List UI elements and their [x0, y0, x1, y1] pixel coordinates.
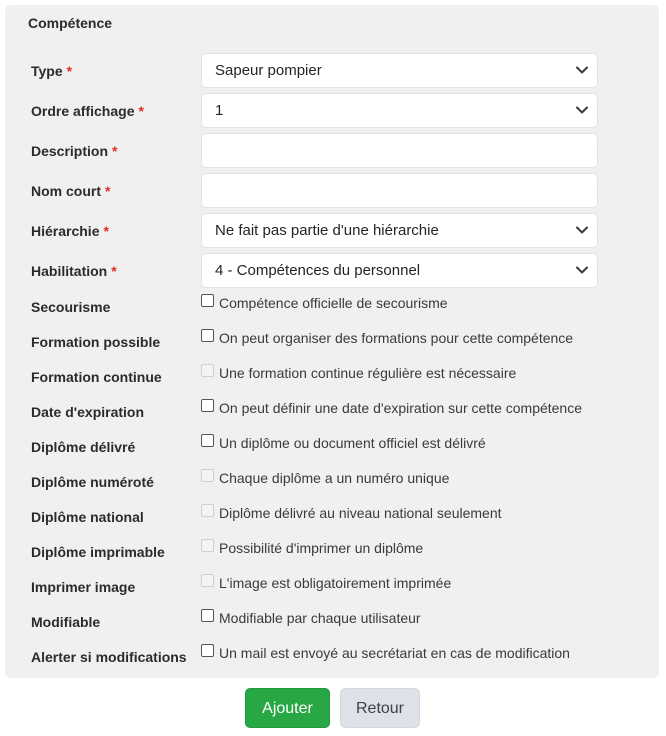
chevron-down-icon: [575, 103, 589, 117]
alerter-modifications-checkbox[interactable]: [201, 644, 214, 657]
checkbox-label-diplome-imprimable: Diplôme imprimable: [31, 544, 165, 560]
required-marker: *: [66, 63, 73, 79]
diplome-numerote-description: Chaque diplôme a un numéro unique: [219, 470, 450, 486]
habilitation-select[interactable]: 4 - Compétences du personnel: [201, 253, 598, 288]
diplome-imprimable-checkbox[interactable]: [201, 539, 214, 552]
imprimer-image-description: L'image est obligatoirement imprimée: [219, 575, 452, 591]
competence-panel: [5, 5, 659, 678]
diplome-imprimable-description: Possibilité d'imprimer un diplôme: [219, 540, 424, 556]
required-marker: *: [112, 143, 118, 159]
panel-title: Compétence: [28, 15, 113, 31]
field-label-nom-court: Nom court *: [31, 183, 111, 199]
diplome-numerote-checkbox[interactable]: [201, 469, 214, 482]
checkbox-label-imprimer-image: Imprimer image: [31, 579, 136, 595]
chevron-down-icon: [575, 223, 589, 237]
nom-court-input[interactable]: [201, 173, 598, 208]
hierarchie-select[interactable]: Ne fait pas partie d'une hiérarchie: [201, 213, 598, 248]
required-marker: *: [105, 183, 111, 199]
field-label-description: Description *: [31, 143, 118, 159]
formation-continue-checkbox[interactable]: [201, 364, 214, 377]
checkbox-label-formation-possible: Formation possible: [31, 334, 161, 350]
checkbox-label-date-expiration: Date d'expiration: [31, 404, 145, 420]
field-label-ordre-affichage: Ordre affichage *: [31, 103, 144, 119]
modifiable-checkbox[interactable]: [201, 609, 214, 622]
formation-possible-description: On peut organiser des formations pour cette compétence: [219, 330, 574, 346]
required-marker: *: [138, 103, 144, 119]
formation-continue-description: Une formation continue régulière est nécessaire: [219, 365, 517, 381]
field-label-hierarchie: Hiérarchie *: [31, 223, 109, 239]
formation-possible-checkbox[interactable]: [201, 329, 214, 342]
imprimer-image-checkbox[interactable]: [201, 574, 214, 587]
checkbox-label-diplome-national: Diplôme national: [31, 509, 144, 525]
field-label-habilitation: Habilitation *: [31, 263, 117, 279]
secourisme-checkbox[interactable]: [201, 294, 214, 307]
type-select[interactable]: Sapeur pompier: [201, 53, 598, 88]
diplome-national-checkbox[interactable]: [201, 504, 214, 517]
checkbox-label-diplome-delivre: Diplôme délivré: [31, 439, 136, 455]
checkbox-label-modifiable: Modifiable: [31, 614, 101, 630]
date-expiration-description: On peut définir une date d'expiration sur cette compétence: [219, 400, 583, 416]
secourisme-description: Compétence officielle de secourisme: [219, 295, 448, 311]
required-marker: *: [111, 263, 117, 279]
diplome-delivre-description: Un diplôme ou document officiel est délivré: [219, 435, 486, 451]
modifiable-description: Modifiable par chaque utilisateur: [219, 610, 421, 626]
alerter-modifications-description: Un mail est envoyé au secrétariat en cas de modification: [219, 645, 570, 661]
checkbox-label-alerter-modifications: Alerter si modifications: [31, 649, 187, 665]
ordre-affichage-select[interactable]: 1: [201, 93, 598, 128]
field-label-type: Type *: [31, 63, 73, 79]
date-expiration-checkbox[interactable]: [201, 399, 214, 412]
back-button[interactable]: Retour: [340, 688, 420, 728]
add-button[interactable]: Ajouter: [245, 688, 330, 728]
description-input[interactable]: [201, 133, 598, 168]
diplome-national-description: Diplôme délivré au niveau national seulement: [219, 505, 502, 521]
chevron-down-icon: [575, 263, 589, 277]
checkbox-label-diplome-numerote: Diplôme numéroté: [31, 474, 154, 490]
checkbox-label-formation-continue: Formation continue: [31, 369, 162, 385]
chevron-down-icon: [575, 63, 589, 77]
required-marker: *: [103, 223, 109, 239]
diplome-delivre-checkbox[interactable]: [201, 434, 214, 447]
checkbox-label-secourisme: Secourisme: [31, 299, 111, 315]
